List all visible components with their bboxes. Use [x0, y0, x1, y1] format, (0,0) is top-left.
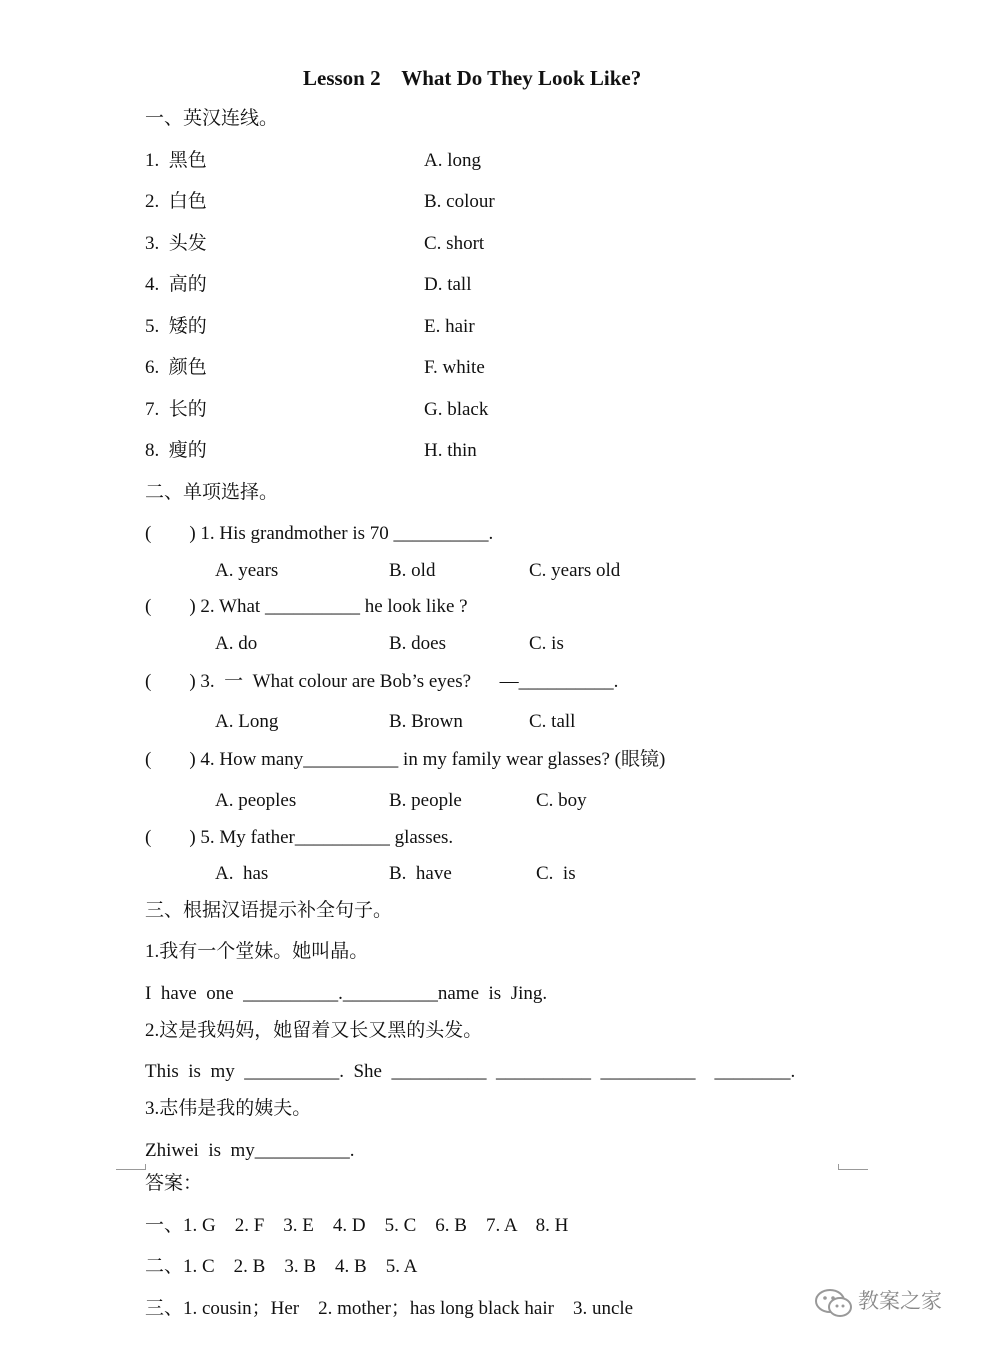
answer-line: 一、1. G 2. F 3. E 4. D 5. C 6. B 7. A 8. H: [145, 1215, 569, 1236]
matching-right-item: E. hair: [424, 316, 475, 337]
fill-prompt-cn: 3.志伟是我的姨夫。: [145, 1098, 312, 1119]
matching-left-item: 3. 头发: [145, 233, 207, 254]
mc-option-a: A. do: [215, 633, 258, 654]
mc-question: ( ) 4. How many__________ in my family wear glasses? (眼镜): [145, 749, 666, 770]
mc-question: ( ) 5. My father__________ glasses.: [145, 827, 454, 848]
matching-left-item: 8. 瘦的: [145, 440, 207, 461]
page-title: Lesson 2 What Do They Look Like?: [303, 66, 642, 90]
section3-heading: 三、根据汉语提示补全句子。: [145, 900, 393, 921]
matching-left-item: 5. 矮的: [145, 316, 207, 337]
matching-left-item: 2. 白色: [145, 191, 207, 212]
mc-option-c: C. years old: [529, 560, 621, 581]
mc-question: ( ) 1. His grandmother is 70 __________.: [145, 523, 494, 544]
mc-option-c: C. is: [529, 633, 564, 654]
wechat-icon: [814, 1287, 854, 1327]
answers-heading: 答案：: [145, 1173, 203, 1194]
mc-option-c: C. is: [536, 863, 576, 884]
matching-right-item: H. thin: [424, 440, 477, 461]
mc-option-a: A. years: [215, 560, 279, 581]
answer-line: 二、1. C 2. B 3. B 4. B 5. A: [145, 1256, 418, 1277]
mc-option-a: A. Long: [215, 711, 279, 732]
mc-option-c: C. boy: [536, 790, 587, 811]
matching-right-item: G. black: [424, 399, 489, 420]
matching-left-item: 6. 颜色: [145, 357, 207, 378]
section2-heading: 二、单项选择。: [145, 482, 279, 503]
margin-mark-right-v: [838, 1164, 839, 1170]
matching-right-item: F. white: [424, 357, 485, 378]
matching-right-item: B. colour: [424, 191, 495, 212]
section1-heading: 一、英汉连线。: [145, 108, 279, 129]
margin-mark-left: [116, 1169, 146, 1170]
watermark-text: 教案之家: [858, 1289, 942, 1313]
mc-option-b: B. people: [389, 790, 462, 811]
margin-mark-left-v: [145, 1164, 146, 1170]
matching-right-item: A. long: [424, 150, 481, 171]
mc-question: ( ) 3. 一 What colour are Bob’s eyes? —__________.: [145, 671, 619, 692]
fill-sentence-en: This is my __________. She __________ __________ __________ ________.: [145, 1061, 796, 1082]
fill-prompt-cn: 1.我有一个堂妹。她叫晶。: [145, 941, 369, 962]
matching-left-item: 4. 高的: [145, 274, 207, 295]
margin-mark-right: [838, 1169, 868, 1170]
mc-option-b: B. have: [389, 863, 452, 884]
fill-sentence-en: Zhiwei is my__________.: [145, 1140, 355, 1161]
mc-option-c: C. tall: [529, 711, 576, 732]
mc-option-a: A. has: [215, 863, 269, 884]
mc-option-b: B. does: [389, 633, 446, 654]
fill-sentence-en: I have one __________.__________name is Jing.: [145, 983, 548, 1004]
mc-option-b: B. old: [389, 560, 436, 581]
mc-question: ( ) 2. What __________ he look like ?: [145, 596, 468, 617]
answer-line: 三、1. cousin；Her 2. mother；has long black hair 3. uncle: [145, 1298, 634, 1319]
matching-left-item: 1. 黑色: [145, 150, 207, 171]
mc-option-b: B. Brown: [389, 711, 463, 732]
matching-left-item: 7. 长的: [145, 399, 207, 420]
matching-right-item: C. short: [424, 233, 485, 254]
matching-right-item: D. tall: [424, 274, 472, 295]
fill-prompt-cn: 2.这是我妈妈，她留着又长又黑的头发。: [145, 1020, 483, 1041]
mc-option-a: A. peoples: [215, 790, 297, 811]
